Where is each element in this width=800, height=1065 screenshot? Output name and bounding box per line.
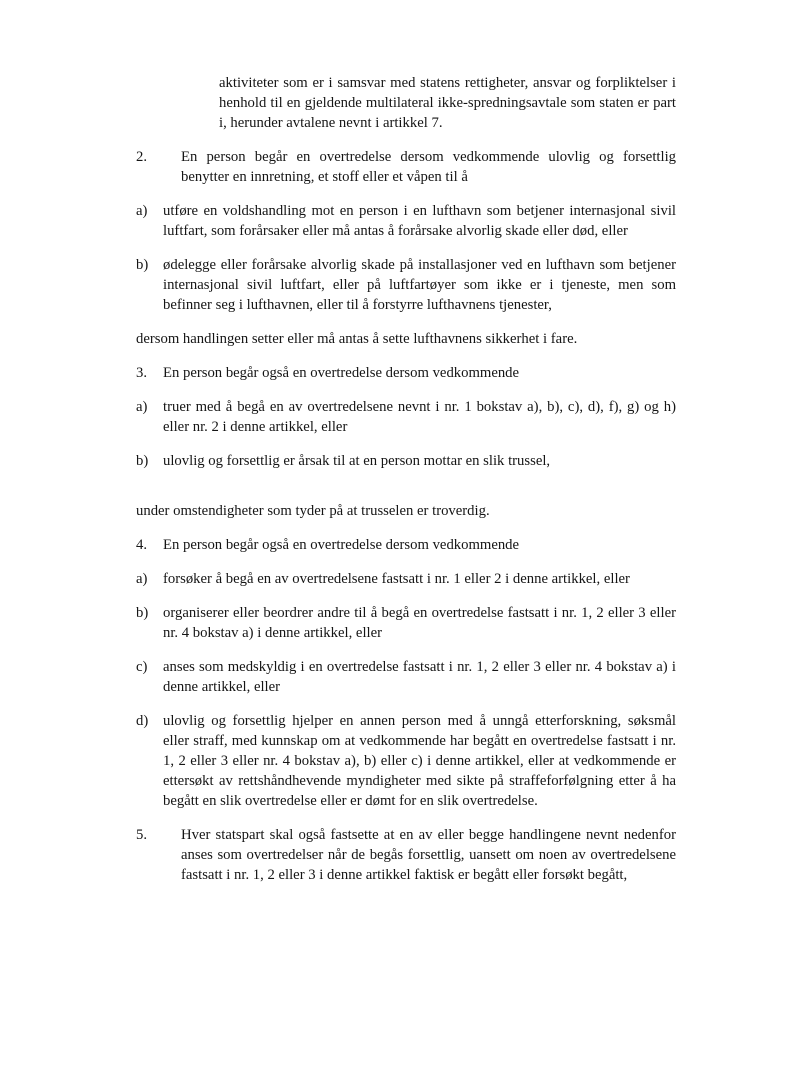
paragraph (136, 363, 676, 383)
paragraph-text (163, 569, 676, 589)
text-line: internasjonal sivil luftfart, eller på luftfartøyer som ikke er i tjeneste, men som (163, 277, 676, 293)
paragraph-label: b) (136, 605, 149, 621)
text-line: Hver statspart skal også fastsette at en av eller begge handlingene nevnt nedenfor (181, 827, 676, 843)
paragraph-text (163, 451, 676, 471)
paragraph-text (136, 329, 676, 349)
paragraph-text (136, 501, 676, 521)
paragraph (136, 147, 676, 187)
paragraph-label: c) (136, 659, 148, 675)
text-line: dersom handlingen setter eller må antas å sette lufthavnens sikkerhet i fare. (136, 331, 578, 347)
paragraph-text (163, 603, 676, 643)
text-line: i, herunder avtalene nevnt i artikkel 7. (219, 115, 443, 131)
paragraph-label: a) (136, 203, 148, 219)
text-line: organiserer eller beordrer andre til å begå en overtredelse fastsatt i nr. 1, 2 eller 3 eller (163, 605, 676, 621)
text-line: forsøker å begå en av overtredelsene fastsatt i nr. 1 eller 2 i denne artikkel, eller (163, 571, 630, 587)
paragraph-text (163, 363, 676, 383)
paragraph-text (163, 535, 676, 555)
text-line: truer med å begå en av overtredelsene nevnt i nr. 1 bokstav a), b), c), d), f), g) og h) (163, 399, 676, 415)
paragraph-text (163, 201, 676, 241)
text-line: ettersøkt av rettshåndhevende myndigheter med sikte på straffeforfølgning etter å ha (163, 773, 676, 789)
text-line: befinner seg i lufthavnen, eller til å forstyrre lufthavnens tjenester, (163, 297, 552, 313)
text-line: utføre en voldshandling mot en person i en lufthavn som betjener internasjonal sivil (163, 203, 676, 219)
paragraph (136, 603, 676, 643)
text-line: ødelegge eller forårsake alvorlig skade på installasjoner ved en lufthavn som betjener (163, 257, 676, 273)
paragraph-text (181, 147, 676, 187)
text-line: begått en slik overtredelse eller er dømt for en slik overtredelse. (163, 793, 538, 809)
paragraph (136, 255, 676, 315)
paragraph (136, 569, 676, 589)
paragraph (136, 329, 676, 349)
paragraph-label: b) (136, 257, 149, 273)
text-line: En person begår også en overtredelse dersom vedkommende (163, 537, 520, 553)
paragraph-label: 4. (136, 537, 148, 553)
text-line: ulovlig og forsettlig er årsak til at en person mottar en slik trussel, (163, 453, 551, 469)
text-line: henhold til en gjeldende multilateral ikke-spredningsavtale som staten er part (219, 95, 676, 111)
paragraph-text (163, 711, 676, 811)
paragraph (136, 711, 676, 811)
paragraph-text (181, 825, 676, 885)
paragraph (136, 201, 676, 241)
text-line: ulovlig og forsettlig hjelper en annen person med å unngå etterforskning, søksmål (163, 713, 676, 729)
paragraph (136, 501, 676, 521)
paragraph (136, 825, 676, 885)
text-line: eller straff, med kunnskap om at vedkommende har begått en overtredelse fastsatt i nr. (163, 733, 676, 749)
paragraph-text (163, 657, 676, 697)
text-line: nr. 4 bokstav a) i denne artikkel, eller (163, 625, 383, 641)
paragraph (136, 73, 676, 133)
paragraph-label: b) (136, 453, 149, 469)
text-line: 1, 2 eller 3 eller nr. 4 bokstav a), b) eller c) i denne artikkel, eller at vedkommende er (163, 753, 676, 769)
text-line: aktiviteter som er i samsvar med statens rettigheter, ansvar og forpliktelser i (219, 75, 676, 91)
paragraph-text (163, 397, 676, 437)
paragraph-text (219, 73, 676, 133)
paragraph-label: a) (136, 571, 148, 587)
text-line: benytter en innretning, et stoff eller et våpen til å (181, 169, 468, 185)
document-page (136, 73, 676, 885)
text-line: luftfart, som forårsaker eller må antas å forårsake alvorlig skade eller død, eller (163, 223, 628, 239)
paragraph (136, 657, 676, 697)
paragraph (136, 451, 676, 471)
text-line: under omstendigheter som tyder på at trusselen er troverdig. (136, 503, 490, 519)
text-line: En person begår en overtredelse dersom vedkommende ulovlig og forsettlig (181, 149, 676, 165)
paragraph-text (163, 255, 676, 315)
text-line: eller nr. 2 i denne artikkel, eller (163, 419, 348, 435)
paragraph-label: a) (136, 399, 148, 415)
text-line: En person begår også en overtredelse dersom vedkommende (163, 365, 520, 381)
paragraph-label: 3. (136, 365, 148, 381)
text-line: fastsatt i nr. 1, 2 eller 3 i denne artikkel faktisk er begått eller forsøkt begått, (181, 867, 628, 883)
paragraph-label: d) (136, 713, 149, 729)
paragraph (136, 397, 676, 437)
text-line: denne artikkel, eller (163, 679, 281, 695)
paragraph (136, 535, 676, 555)
text-line: anses som overtredelser når de begås forsettlig, uansett om noen av overtredelsene (181, 847, 676, 863)
paragraph-label: 5. (136, 827, 148, 843)
paragraph-label: 2. (136, 149, 148, 165)
text-line: anses som medskyldig i en overtredelse fastsatt i nr. 1, 2 eller 3 eller nr. 4 bokstav a) i (163, 659, 676, 675)
